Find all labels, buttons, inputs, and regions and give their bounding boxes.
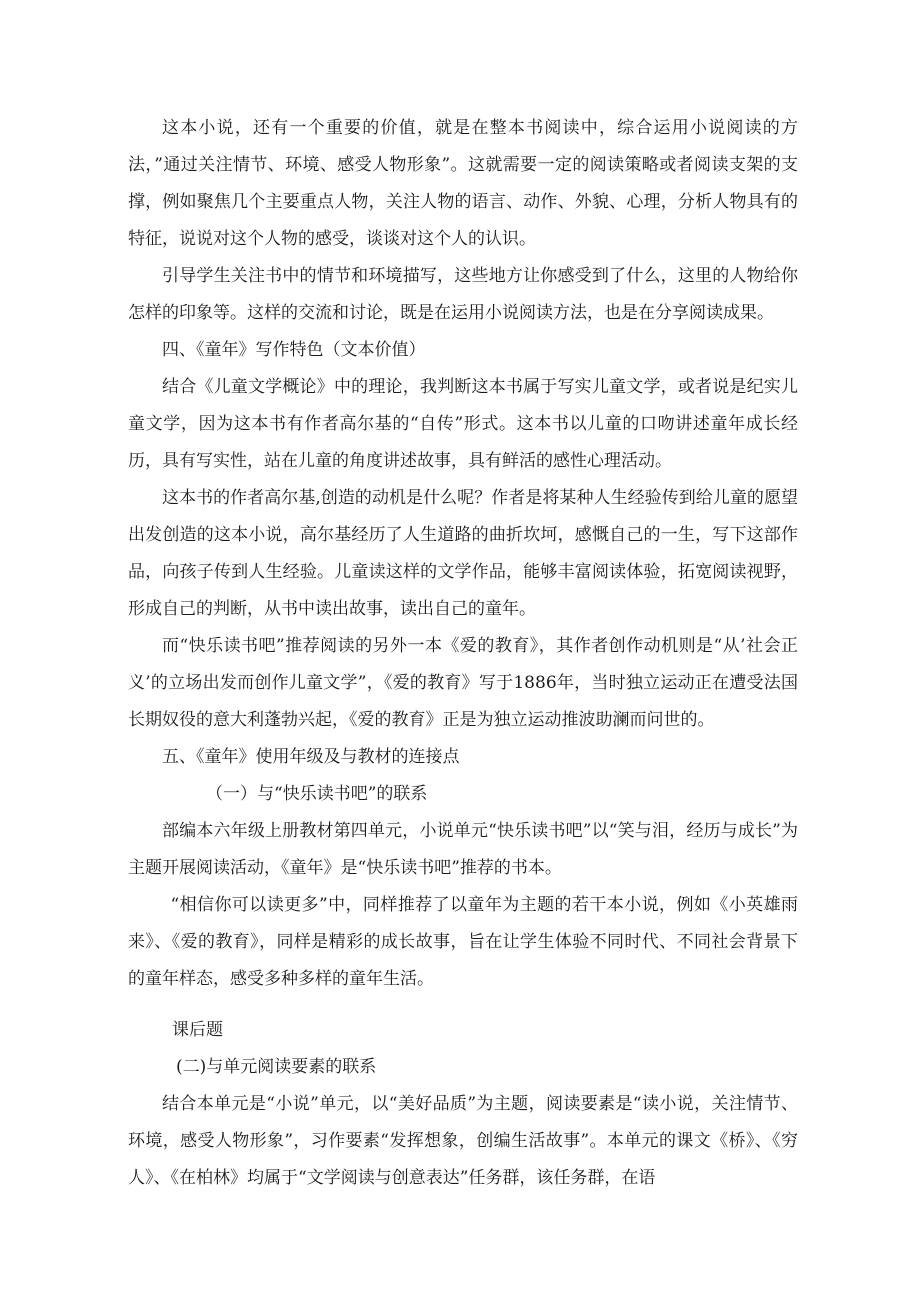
paragraph-education-of-love: 而“快乐读书吧”推荐阅读的另外一本《爱的教育》，其作者创作动机则是“从’社会正义’的立场出发而创作儿童文学”，《爱的教育》写于1886年，当时独立运动正在遭受法国长期奴役的意大利蓬勃兴起，《爱的教育》正是为独立运动推波助澜而问世的。 <box>128 636 798 730</box>
paragraph-read-more: “相信你可以读更多”中，同样推荐了以童年为主题的若干本小说，例如《小英雄雨来》、《爱的教育》，同样是精彩的成长故事，旨在让学生体验不同时代、不同社会背景下的童年样态，感受多种多样的童年生活。 <box>128 895 798 989</box>
paragraph-literary-theory: 结合《儿童文学概论》中的理论，我判断这本书属于写实儿童文学，或者说是纪实儿童文学，因为这本书有作者高尔基的“自传”形式。这本书以儿童的口吻讲述童年成长经历，具有写实性，站在儿童的角度讲述故事，具有鲜活的感性心理活动。 <box>128 377 798 471</box>
paragraph-author-motive: 这本书的作者高尔基,创造的动机是什么呢？作者是将某种人生经验传到给儿童的愿望出发创造的这本小说，高尔基经历了人生道路的曲折坎坷，感慨自己的一生，写下这部作品，向孩子传到人生经验。儿童读这样的文学作品，能够丰富阅读体验，拓宽阅读视野，形成自己的判断，从书中读出故事，读出自己的童年。 <box>128 488 798 619</box>
paragraph-unit-elements: 结合本单元是“小说”单元，以“美好品质”为主题，阅读要素是“读小说，关注情节、环境，感受人物形象”，习作要素“发挥想象，创编生活故事”。本单元的课文《桥》、《穷人》、《在柏林》均属于“文学阅读与创意表达”任务群，该任务群，在语 <box>128 1094 798 1188</box>
paragraph-novel-value: 这本小说，还有一个重要的价值，就是在整本书阅读中，综合运用小说阅读的方法，”通过关注情节、环境、感受人物形象”。这就需要一定的阅读策略或者阅读支架的支撑，例如聚焦几个主要重点人物，关注人物的语言、动作、外貌、心理，分析人物具有的特征，说说对这个人物的感受，谈谈对这个人的认识。 <box>128 118 798 249</box>
subheading-reading-elements: (二)与单元阅读要素的联系 <box>176 1057 377 1077</box>
heading-section-five: 五、《童年》使用年级及与教材的连接点 <box>162 747 460 767</box>
subheading-happy-reading: （一）与“快乐读书吧”的联系 <box>206 784 428 804</box>
paragraph-textbook-unit: 部编本六年级上册教材第四单元，小说单元“快乐读书吧”以“笑与泪，经历与成长”为主题开展阅读活动，《童年》是“快乐读书吧”推荐的书本。 <box>128 821 798 878</box>
paragraph-guide-students: 引导学生关注书中的情节和环境描写，这些地方让你感受到了什么，这里的人物给你怎样的印象等。这样的交流和讨论，既是在运用小说阅读方法，也是在分享阅读成果。 <box>128 266 798 323</box>
label-after-class-questions: 课后题 <box>172 1020 223 1040</box>
document-body <box>128 110 798 1197</box>
heading-section-four: 四、《童年》写作特色（文本价值） <box>162 340 426 360</box>
